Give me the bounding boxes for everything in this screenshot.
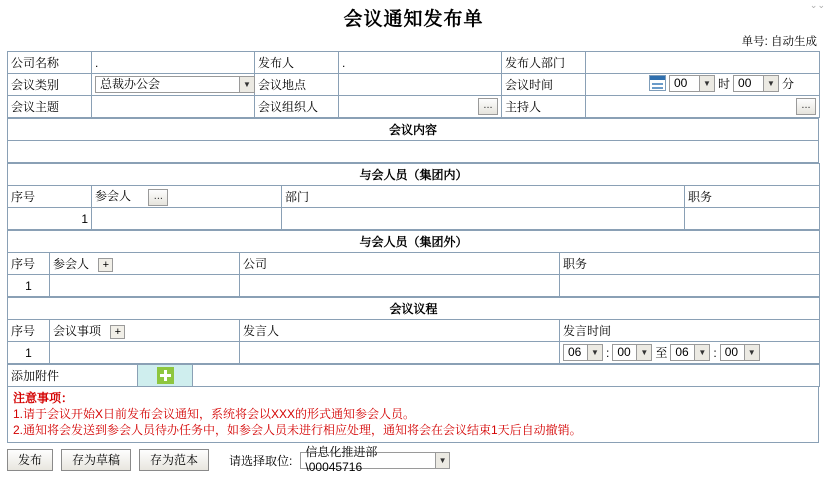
section-internal-header: 与会人员（集团内） — [8, 164, 820, 186]
publish-button[interactable]: 发布 — [7, 449, 53, 471]
meeting-hour-select[interactable] — [669, 75, 715, 92]
agenda-colon-2: : — [713, 345, 717, 360]
position-select-label: 请选择取位: — [229, 453, 293, 468]
section-content-header: 会议内容 — [8, 119, 819, 141]
internal-col-duty: 职务 — [685, 186, 820, 208]
save-draft-button[interactable]: 存为草稿 — [61, 449, 131, 471]
agenda-row-speaker[interactable] — [240, 342, 560, 364]
internal-row-duty[interactable] — [685, 208, 820, 230]
table-row — [8, 141, 819, 163]
notes-title: 注意事项： — [13, 391, 74, 405]
table-row — [8, 74, 820, 96]
agenda-end-minute-select[interactable] — [720, 344, 760, 361]
meeting-place-value[interactable] — [339, 74, 502, 96]
publisher-value[interactable]: . — [339, 52, 502, 74]
attachment-table — [7, 364, 820, 387]
organizer-picker-button[interactable]: ... — [478, 98, 498, 115]
position-select[interactable] — [300, 445, 450, 474]
table-row — [8, 186, 820, 208]
meeting-place-label: 会议地点 — [255, 74, 339, 96]
agenda-col-no: 序号 — [8, 320, 50, 342]
agenda-col-time: 发言时间 — [560, 320, 820, 342]
agenda-start-minute-value: 00 — [617, 345, 631, 359]
company-value[interactable]: . — [92, 52, 255, 74]
external-col-duty: 职务 — [560, 253, 820, 275]
position-select-value: 信息化推进部\00045716 — [305, 445, 378, 474]
chevron-down-icon: ▼ — [744, 345, 759, 360]
table-row — [8, 96, 820, 118]
agenda-col-speaker: 发言人 — [240, 320, 560, 342]
attachment-add-cell[interactable] — [138, 365, 193, 387]
notes-line-2: 2.通知将会发送到参会人员待办任务中，如参会人员未进行相应处理，通知将会在会议结束1天后自动撤销。 — [13, 423, 582, 437]
agenda-end-hour-select[interactable] — [670, 344, 710, 361]
save-template-button[interactable]: 存为范本 — [139, 449, 209, 471]
meeting-type-label: 会议类别 — [8, 74, 92, 96]
chevron-down-icon: ▼ — [239, 77, 254, 92]
chevron-down-icon: ▼ — [763, 76, 778, 91]
chevron-down-icon: ▼ — [587, 345, 602, 360]
internal-col-person-label: 参会人 — [95, 189, 132, 204]
agenda-col-item — [50, 320, 240, 342]
chevron-down-icon: ▼ — [694, 345, 709, 360]
external-col-person — [50, 253, 240, 275]
agenda-table — [7, 297, 820, 364]
chevron-down-icon: ▼ — [699, 76, 714, 91]
meeting-time-cell — [586, 74, 820, 96]
table-row — [8, 342, 820, 364]
internal-row-person[interactable] — [92, 208, 282, 230]
agenda-start-hour-select[interactable] — [563, 344, 603, 361]
host-label: 主持人 — [502, 96, 586, 118]
internal-col-no: 序号 — [8, 186, 92, 208]
meeting-content-input[interactable] — [8, 141, 819, 163]
attachment-label: 添加附件 — [8, 365, 138, 387]
organizer-cell — [339, 96, 502, 118]
notes-box — [7, 387, 819, 443]
meeting-info-table — [7, 51, 820, 118]
table-row — [8, 320, 820, 342]
table-row — [8, 52, 820, 74]
meeting-content-table — [7, 118, 819, 163]
host-cell — [586, 96, 820, 118]
agenda-row-no: 1 — [8, 342, 50, 364]
table-row — [8, 164, 820, 186]
company-label: 公司名称 — [8, 52, 92, 74]
external-row-duty[interactable] — [560, 275, 820, 297]
meeting-hour-value: 00 — [674, 75, 688, 90]
notes-line-1: 1.请于会议开始X日前发布会议通知，系统将会以XXX的形式通知参会人员。 — [13, 407, 416, 421]
table-row — [8, 365, 820, 387]
chevron-down-icon: ▼ — [435, 453, 450, 468]
external-col-no: 序号 — [8, 253, 50, 275]
meeting-type-select[interactable] — [95, 76, 255, 93]
table-row — [8, 298, 820, 320]
section-external-header: 与会人员（集团外） — [8, 231, 820, 253]
meeting-minute-value: 00 — [738, 75, 752, 90]
subject-value[interactable] — [92, 96, 255, 118]
external-col-person-label: 参会人 — [53, 257, 90, 271]
meeting-time-label: 会议时间 — [502, 74, 586, 96]
agenda-col-item-label: 会议事项 — [53, 324, 102, 338]
agenda-end-minute-value: 00 — [724, 345, 739, 359]
meeting-minute-select[interactable] — [733, 75, 779, 92]
chevron-down-icon: ▼ — [636, 345, 651, 360]
window-corner-marker: ⌄⌄ — [809, 0, 825, 10]
external-add-person-button[interactable]: + — [98, 258, 113, 272]
agenda-start-minute-select[interactable] — [612, 344, 652, 361]
internal-row-dept[interactable] — [282, 208, 685, 230]
external-row-company[interactable] — [240, 275, 560, 297]
internal-person-picker-button[interactable]: ... — [148, 189, 168, 206]
table-row — [8, 275, 820, 297]
meeting-minute-unit: 分 — [782, 76, 795, 91]
publisher-dept-value[interactable] — [586, 52, 820, 74]
subject-label: 会议主题 — [8, 96, 92, 118]
agenda-row-item[interactable] — [50, 342, 240, 364]
section-agenda-header: 会议议程 — [8, 298, 820, 320]
agenda-start-hour-value: 06 — [568, 345, 582, 359]
meeting-hour-unit: 时 — [718, 76, 731, 91]
meeting-type-cell — [92, 74, 255, 96]
agenda-time-separator: 至 — [655, 346, 668, 360]
agenda-row-time-cell — [560, 342, 820, 364]
external-col-company: 公司 — [240, 253, 560, 275]
internal-row-no: 1 — [8, 208, 92, 230]
publisher-dept-label: 发布人部门 — [502, 52, 586, 74]
agenda-colon-1: : — [606, 345, 610, 360]
table-row — [8, 231, 820, 253]
table-row — [8, 119, 819, 141]
internal-col-person — [92, 186, 282, 208]
publisher-label: 发布人 — [255, 52, 339, 74]
external-attendees-table — [7, 230, 820, 297]
attachment-list — [193, 365, 820, 387]
agenda-add-item-button[interactable]: + — [110, 325, 125, 339]
table-row — [8, 208, 820, 230]
internal-col-dept: 部门 — [282, 186, 685, 208]
calendar-icon[interactable] — [649, 75, 666, 91]
organizer-label: 会议组织人 — [255, 96, 339, 118]
agenda-end-hour-value: 06 — [675, 345, 689, 359]
external-row-person[interactable] — [50, 275, 240, 297]
doc-number: 单号: 自动生成 — [741, 36, 817, 48]
add-attachment-icon[interactable] — [157, 367, 174, 384]
host-picker-button[interactable]: ... — [796, 98, 816, 115]
meeting-type-select-value: 总裁办公会 — [100, 77, 161, 91]
page-title: 会议通知发布单 — [343, 9, 484, 30]
table-row — [8, 253, 820, 275]
internal-attendees-table — [7, 163, 820, 230]
external-row-no: 1 — [8, 275, 50, 297]
footer-bar — [7, 445, 827, 474]
